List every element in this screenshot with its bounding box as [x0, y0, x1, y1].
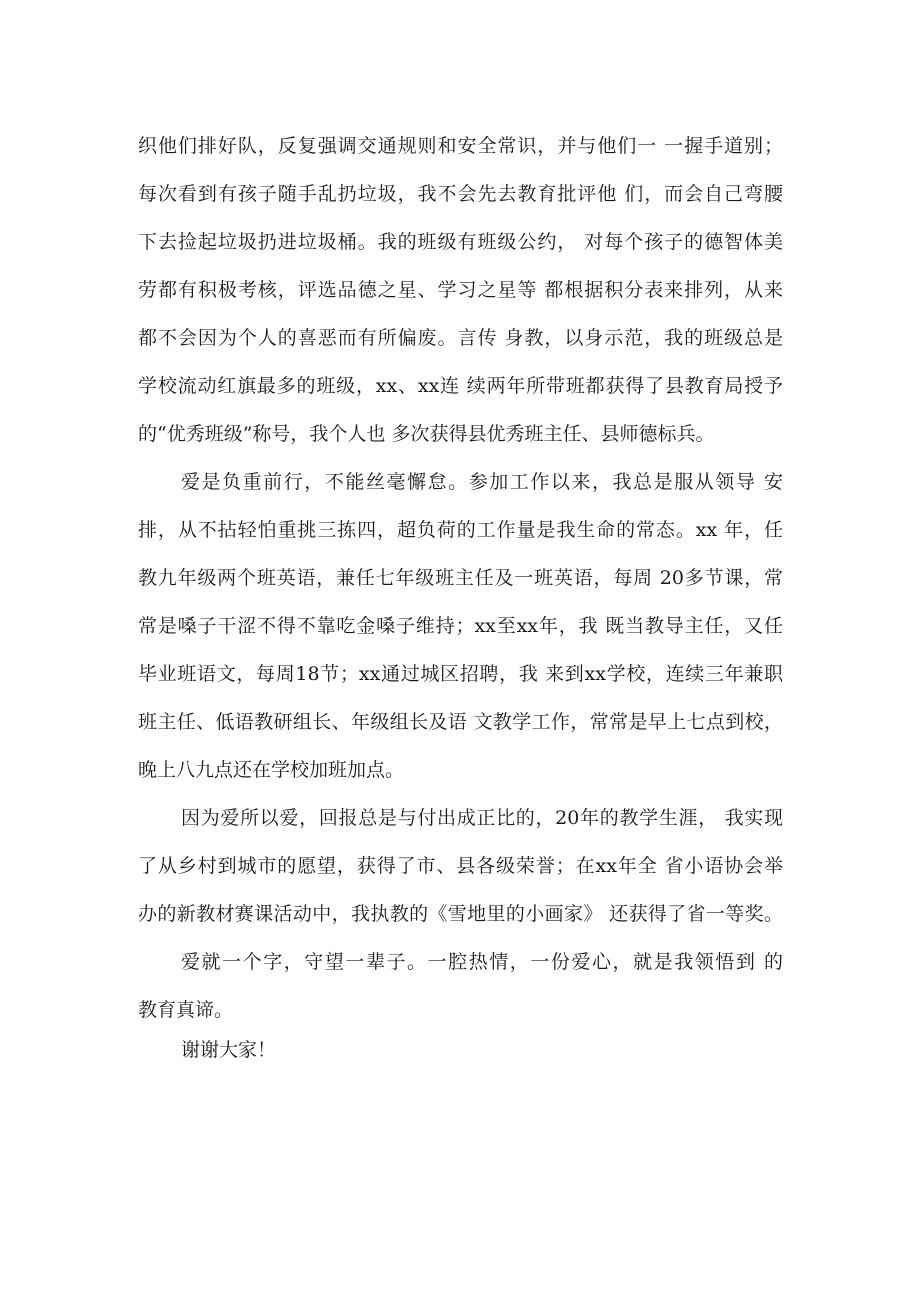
text-line: 因为爱所以爱，回报总是与付出成正比的，20年的教学生涯， 我实现: [181, 807, 783, 829]
text-line: 毕业班语文，每周18节；xx通过城区招聘，我 来到xx学校，连续三年兼职: [138, 663, 783, 685]
text-line: 每次看到有孩子随手乱扔垃圾，我不会先去教育批评他 们，而会自己弯腰: [138, 183, 783, 205]
text-line: 爱是负重前行，不能丝毫懈怠。参加工作以来，我总是服从领导 安: [181, 471, 783, 493]
closing-line: 谢谢大家！: [181, 1039, 277, 1061]
text-line: 的“优秀班级”称号，我个人也 多次获得县优秀班主任、县师德标兵。: [138, 423, 715, 445]
text-line: 排，从不拈轻怕重挑三拣四，超负荷的工作量是我生命的常态。xx 年，任: [138, 519, 783, 541]
text-line: 教育真谛。: [138, 999, 234, 1021]
text-line: 了从乡村到城市的愿望，获得了市、县各级荣誉；在xx年全 省小语协会举: [138, 855, 783, 877]
text-line: 班主任、低语教研组长、年级组长及语 文教学工作，常常是早上七点到校，: [138, 711, 783, 733]
text-line: 下去捡起垃圾扔进垃圾桶。我的班级有班级公约， 对每个孩子的德智体美: [138, 231, 783, 253]
text-line: 学校流动红旗最多的班级，xx、xx连 续两年所带班都获得了县教育局授予: [138, 375, 783, 397]
text-line: 晚上八九点还在学校加班加点。: [138, 759, 405, 781]
text-line: 常是嗓子干涩不得不靠吃金嗓子维持；xx至xx年，我 既当教导主任，又任: [138, 615, 783, 637]
text-line: 都不会因为个人的喜恶而有所偏废。言传 身教，以身示范，我的班级总是: [138, 327, 783, 349]
text-line: 办的新教材赛课活动中，我执教的《雪地里的小画家》 还获得了省一等奖。: [138, 903, 783, 925]
text-line: 爱就一个字，守望一辈子。一腔热情，一份爱心，就是我领悟到 的: [181, 951, 783, 973]
text-line: 织他们排好队，反复强调交通规则和安全常识，并与他们一 一握手道别；: [138, 135, 783, 157]
text-line: 劳都有积极考核，评选品德之星、学习之星等 都根据积分表来排列，从来: [138, 279, 783, 301]
text-line: 教九年级两个班英语，兼任七年级班主任及一班英语，每周 20多节课，常: [138, 567, 783, 589]
